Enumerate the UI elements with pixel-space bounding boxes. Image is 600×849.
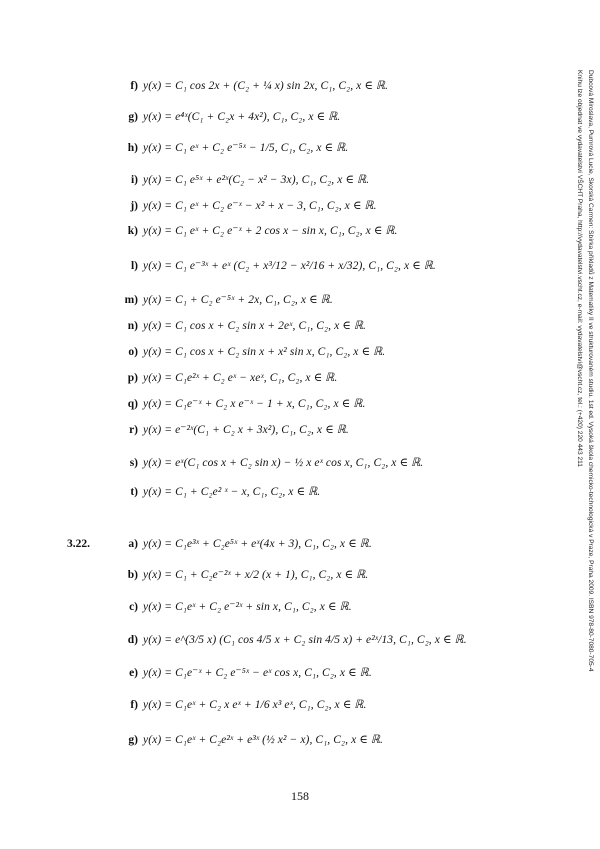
solution-row [0, 194, 540, 218]
solution-row [0, 532, 540, 556]
solution-row [0, 661, 540, 685]
solution-formula: y(x) = C₁e⁻ˣ + C₂ e⁻⁵ˣ − eˣ cos x, C₁, C₂, x ∈ ℝ. [143, 667, 372, 679]
solution-row [0, 168, 540, 192]
item-label: f) [130, 699, 138, 711]
solution-formula: y(x) = C₁ e⁻³ˣ + eˣ (C₂ + x³/12 − x²/16 + x/32), C₁, C₂, x ∈ ℝ. [143, 260, 436, 272]
item-label: h) [127, 142, 138, 154]
item-label: q) [127, 398, 138, 410]
solution-row [0, 628, 540, 652]
item-label: p) [127, 372, 138, 384]
solution-formula: y(x) = C₁ eˣ + C₂ e⁻⁵ˣ − 1/5, C₁, C₂, x ∈ ℝ. [143, 142, 349, 154]
item-label: k) [127, 225, 138, 237]
exercise-number: 3.22. [67, 538, 90, 550]
item-label: b) [127, 569, 138, 581]
page-number: 158 [291, 789, 309, 803]
ordering-line: Knihu lze objednat ve vydavatelství VŠCHT Praha, http://vydavatelstvi.vscht.cz, e-mail: vydavatelstvi@vscht.cz, tel.: (+420) 220 443 211 [576, 70, 583, 467]
solution-row [0, 693, 540, 717]
solution-row [0, 728, 540, 752]
item-label: c) [129, 601, 138, 613]
item-label: s) [129, 457, 138, 469]
item-label: o) [128, 346, 138, 358]
item-label: d) [127, 634, 138, 646]
solution-formula: y(x) = C₁ cos 2x + (C₂ + ¼ x) sin 2x, C₁, C₂, x ∈ ℝ. [143, 80, 389, 92]
solution-formula: y(x) = e^(3/5 x) (C₁ cos 4/5 x + C₂ sin 4/5 x) + e²ˣ/13, C₁, C₂, x ∈ ℝ. [143, 634, 467, 646]
item-label: f) [130, 80, 138, 92]
solution-formula: y(x) = C₁eˣ + C₂ x eˣ + 1/6 x³ eˣ, C₁, C₂, x ∈ ℝ. [143, 699, 367, 711]
solution-row [0, 451, 540, 475]
solution-row [0, 366, 540, 390]
solution-row [0, 254, 540, 278]
solution-formula: y(x) = C₁ cos x + C₂ sin x + x² sin x, C₁, C₂, x ∈ ℝ. [143, 346, 386, 358]
solution-row [0, 314, 540, 338]
solution-row [0, 74, 540, 98]
solution-formula: y(x) = C₁eˣ + C₂ e⁻²ˣ + sin x, C₁, C₂, x ∈ ℝ. [143, 601, 352, 613]
item-label: r) [129, 424, 138, 436]
solution-formula: y(x) = e⁻²ˣ(C₁ + C₂ x + 3x²), C₁, C₂, x ∈ ℝ. [143, 424, 349, 436]
item-label: t) [130, 486, 138, 498]
item-label: e) [129, 667, 138, 679]
solution-row [0, 219, 540, 243]
solution-row [0, 480, 540, 504]
solution-formula: y(x) = C₁ + C₂ e⁻⁵ˣ + 2x, C₁, C₂, x ∈ ℝ. [143, 294, 333, 306]
item-label: n) [127, 320, 138, 332]
solution-row [0, 392, 540, 416]
solution-row [0, 288, 540, 312]
solution-formula: y(x) = eˣ(C₁ cos x + C₂ sin x) − ½ x eˣ cos x, C₁, C₂, x ∈ ℝ. [143, 457, 424, 469]
solution-formula: y(x) = C₁eˣ + C₂e²ˣ + e³ˣ (½ x² − x), C₁, C₂, x ∈ ℝ. [143, 734, 384, 746]
item-label: g) [128, 111, 138, 123]
solution-formula: y(x) = C₁e⁻ˣ + C₂ x e⁻ˣ − 1 + x, C₁, C₂, x ∈ ℝ. [143, 398, 366, 410]
item-label: j) [130, 200, 138, 212]
solution-row [0, 105, 540, 129]
item-label: i) [130, 174, 138, 186]
solution-row [0, 340, 540, 364]
copyright-text [562, 70, 596, 770]
item-label: g) [128, 734, 138, 746]
solution-formula: y(x) = C₁ + C₂e² ˣ − x, C₁, C₂, x ∈ ℝ. [143, 486, 321, 498]
citation-line: Dubcová Miroslava, Pumrová Lucie, Skorská Carmen: Sbírka příkladů z Matematiky II ve strukturovaném studiu. 1st ed. Vysoká škola chemicko-technologická v Praze, Praha 2009. ISBN 978-80-7080-705-4 [587, 70, 594, 672]
solution-formula: y(x) = C₁ cos x + C₂ sin x + 2eˣ, C₁, C₂, x ∈ ℝ. [143, 320, 367, 332]
solution-row [0, 563, 540, 587]
solution-formula: y(x) = C₁ eˣ + C₂ e⁻ˣ + 2 cos x − sin x, C₁, C₂, x ∈ ℝ. [143, 225, 398, 237]
solution-formula: y(x) = e⁴ˣ(C₁ + C₂x + 4x²), C₁, C₂, x ∈ ℝ. [143, 111, 341, 123]
solution-formula: y(x) = C₁e²ˣ + C₂ eˣ − xeˣ, C₁, C₂, x ∈ ℝ. [143, 372, 338, 384]
solution-row [0, 418, 540, 442]
solution-row [0, 595, 540, 619]
solution-formula: y(x) = C₁ + C₂e⁻²ˣ + x/2 (x + 1), C₁, C₂, x ∈ ℝ. [143, 569, 369, 581]
solution-formula: y(x) = C₁ e⁵ˣ + e²ˣ(C₂ − x² − 3x), C₁, C₂, x ∈ ℝ. [143, 174, 370, 186]
item-label: a) [128, 538, 138, 550]
item-label: l) [130, 260, 138, 272]
copyright-sidebar [560, 70, 600, 770]
item-label: m) [124, 294, 138, 306]
solution-formula: y(x) = C₁ eˣ + C₂ e⁻ˣ − x² + x − 3, C₁, C₂, x ∈ ℝ. [143, 200, 377, 212]
solution-row [0, 136, 540, 160]
solution-formula: y(x) = C₁e³ˣ + C₂e⁵ˣ + eˣ(4x + 3), C₁, C₂, x ∈ ℝ. [143, 538, 372, 550]
